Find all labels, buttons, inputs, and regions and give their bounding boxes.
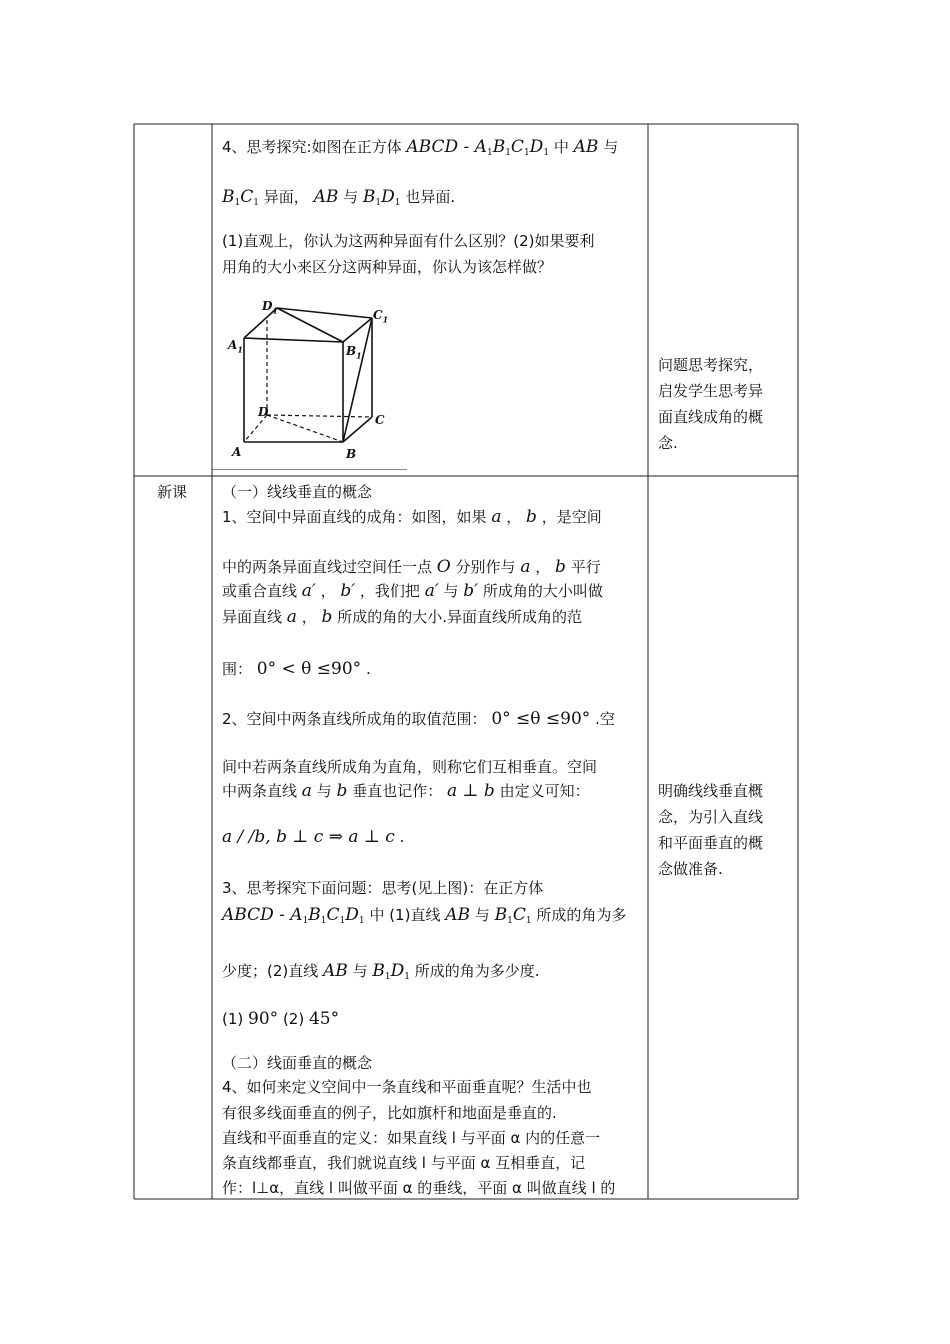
label-b: B [346,447,357,461]
note-1-line: 面直线成角的概 [658,408,764,426]
p1-text: 中的两条异面直线过空间任一点 [222,558,433,576]
p1-text: 分别作与 [455,558,516,576]
diagonal-d1b1 [277,308,343,342]
note-2-line: 念做准备. [658,860,723,878]
label-c1: $C_1$ [373,308,389,325]
note-2-line: 和平面垂直的概 [658,834,764,852]
p3-line2 [222,904,626,932]
p3-text: 所成的角为多 [536,906,627,924]
comma: ， [506,508,522,526]
note-2 [658,778,798,882]
item4-line1 [222,136,618,164]
var-b-prime: b′ [340,581,356,601]
label-a: A [232,445,242,459]
section2-title: （二）线面垂直的概念 [222,1054,373,1072]
p1-line5 [222,658,371,680]
text-zhong: 中 [553,138,569,156]
item4-line2 [222,186,455,214]
diagonal-c1b [343,318,372,442]
text-also-skew: 也异面. [405,188,456,206]
p1-line1 [222,506,602,528]
p1-text: 1、空间中异面直线的成角：如图，如果 [222,508,487,526]
p1-line4 [222,606,582,628]
text-yu: 与 [352,962,368,980]
label-a1: $A_1$ [228,338,243,355]
period: . [399,828,405,846]
item4-title: 4、思考探究:如图在正方体 [222,138,402,156]
p1-text: 所成角的大小叫做 [482,582,603,600]
var-b: b [321,607,333,627]
note-2-line: 念，为引入直线 [658,808,764,826]
p2-line2: 间中若两条直线所成角为直角，则称它们互相垂直。空间 [222,758,598,776]
p4-line: 条直线都垂直，我们就说直线 l 与平面 α 互相垂直，记 [222,1154,586,1172]
p3-text: 中 (1)直线 [369,906,441,924]
var-b: b [336,781,348,801]
p2-text: .空 [595,710,615,728]
p2-text: 垂直也记作： [352,782,443,800]
note-1-line: 问题思考探究， [658,356,764,374]
text-yu: 与 [474,906,490,924]
var-a: a [301,781,312,801]
label-d: D [258,405,269,419]
segment-b1c1: B1C1 [494,905,532,926]
answer-1: 90° [248,1009,279,1029]
comma: ， [320,582,336,600]
p3-line3 [222,960,540,988]
segment-ab-2: AB [313,187,339,207]
p2-text: 由定义可知： [499,782,590,800]
edge-b1a1 [244,338,343,342]
answer-1-label: (1) [222,1010,244,1028]
p1-text: ，我们把 [359,582,420,600]
var-o: O [436,557,451,577]
note-1 [658,352,798,456]
comma: ， [535,558,551,576]
p1-text: 异面直线 [222,608,283,626]
p1-line2 [222,556,601,578]
p4-line: 直线和平面垂直的定义：如果直线 l 与平面 α 内的任意一 [222,1129,601,1147]
text-yu: 与 [603,138,619,156]
note-1-line: 启发学生思考异 [658,382,764,400]
p4-line: 4、如何来定义空间中一条直线和平面垂直呢？生活中也 [222,1078,592,1096]
text-yimian: 异面， [263,188,309,206]
var-a: a [520,557,531,577]
segment-b1d1: B1D1 [372,961,410,982]
var-b: b [526,507,537,527]
note-2-line: 明确线线垂直概 [658,782,764,800]
row-label-new-lesson: 新课 [157,483,188,501]
p1-text: 或重合直线 [222,582,298,600]
segment-ab: AB [573,137,599,157]
section1-title: （一）线线垂直的概念 [222,483,373,501]
text-yu-2: 与 [343,188,359,206]
p3-text: 所成的角为多少度. [414,962,540,980]
var-a-prime: a′ [424,581,439,601]
p2-line4 [222,826,404,848]
segment-ab: AB [445,905,471,925]
p1-text: 围： [222,660,253,678]
transitivity-formula: a / /b, b ⊥ c ⇒ a ⊥ c [222,827,395,847]
hidden-edge-dc [267,415,372,417]
p1-text: 所成的角的大小.异面直线所成角的范 [337,608,582,626]
hidden-edge-da [244,415,267,442]
p1-text: ，是空间 [541,508,602,526]
segment-b1c1: B1C1 [222,187,259,208]
answer-2-label: (2) [282,1010,305,1028]
p4-line: 作：l⊥α，直线 l 叫做平面 α 的垂线，平面 α 叫做直线 l 的 [222,1179,616,1197]
p3-text: 少度；(2)直线 [222,962,319,980]
var-a-prime: a′ [301,581,316,601]
perp-notation: a ⊥ b [446,781,495,801]
note-1-line: 念. [658,434,678,452]
cube-notation: ABCD - A1B1C1D1 [406,137,550,158]
p2-line3 [222,780,590,802]
p1-text: 与 [443,582,459,600]
segment-b1d1: B1D1 [362,187,401,208]
p3-line1: 3、思考探究下面问题：思考(见上图)：在正方体 [222,879,544,897]
label-b1: $B_1$ [346,344,362,361]
var-b: b [555,557,566,577]
p2-text: 中两条直线 [222,782,298,800]
answer-2: 45° [308,1009,340,1029]
angle-range-skew: 0° < θ ≤90° [256,659,362,679]
question-line2: 用角的大小来区分这两种异面，你认为该怎样做？ [222,258,553,276]
p4-line: 有很多线面垂直的例子，比如旗杆和地面是垂直的. [222,1104,557,1122]
var-a: a [491,507,502,527]
label-d1: $D_1$ [262,299,278,316]
cube-notation-2: ABCD - A1B1C1D1 [222,905,365,926]
var-a: a [286,607,297,627]
text-yu: 与 [316,782,332,800]
angle-range-lines: 0° ≤θ ≤90° [491,709,591,729]
comma: ， [301,608,317,626]
label-c: C [375,413,385,427]
period: . [365,660,371,678]
p1-line3 [222,580,603,602]
var-b-prime: b′ [463,581,479,601]
p3-answers [222,1008,339,1030]
question-line1: (1)直观上，你认为这两种异面有什么区别？(2)如果要利 [222,232,595,250]
p2-line1 [222,708,615,730]
edge-d1c1 [277,308,372,318]
hidden-diagonal-db [267,415,343,442]
segment-ab: AB [323,961,348,981]
p2-text: 2、空间中两条直线所成角的取值范围： [222,710,487,728]
p1-text: 平行 [570,558,601,576]
